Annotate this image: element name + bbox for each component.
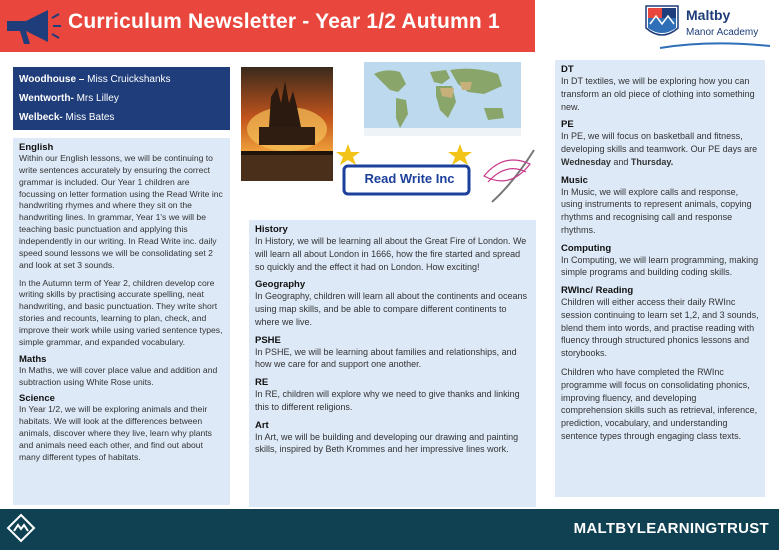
- science-text: In Year 1/2, we will be exploring animals and their habitats. We will look at the differences between animals, discover where they live, learn why plants and animals need each other, and find out about many different types of habitats.: [19, 404, 212, 462]
- history-heading: History: [255, 224, 288, 235]
- pe-day-wednesday: Wednesday: [561, 156, 611, 167]
- left-subjects-panel: [13, 138, 230, 505]
- art-heading: Art: [255, 419, 269, 431]
- music-heading: Music: [561, 174, 588, 186]
- rwinc-heading: RWInc/ Reading: [561, 285, 634, 297]
- pe-heading: PE: [561, 119, 574, 131]
- pe-text: [561, 130, 759, 168]
- dt-heading: DT: [561, 64, 574, 75]
- teacher-list: [13, 67, 230, 130]
- teacher-name: Mrs Lilley: [73, 93, 119, 104]
- world-map-image: [364, 62, 521, 136]
- computing-text: In Computing, we will learn programming, making simple programs and building coding skills.: [561, 254, 759, 278]
- geography-text: In Geography, children will learn all about the continents and oceans using map skills, and be able to compare different continents to where we live.: [255, 291, 528, 327]
- rwinc-text: Children will either access their daily RWInc session continuing to learn set 1,2, and 3 sounds, blend them into words, and practise reading with fluency through structured phonics lessons and storybooks.: [561, 297, 759, 359]
- pshe-text: In PSHE, we will be learning about families and relationships, and how we care for and support one another.: [255, 346, 517, 370]
- science-heading: Science: [19, 393, 55, 405]
- geography-heading: Geography: [255, 279, 306, 291]
- trust-logo-icon: [6, 513, 36, 543]
- great-fire-painting: [241, 67, 333, 181]
- teacher-row: [19, 108, 224, 127]
- teacher-name: Miss Bates: [62, 112, 115, 123]
- music-text: In Music, we will explore calls and response, using instruments to represent animals, copying rhythms and recognising call and response rhythms.: [561, 186, 752, 235]
- rwinc-text-completed: Children who have completed the RWInc programme will focus on consolidating phonics, improving fluency, and developing comprehension skills such as retrieval, inference, prediction, vocabulary, and understanding sentence types through engaging class texts.: [561, 367, 758, 441]
- class-name: Wentworth-: [19, 93, 74, 104]
- english-heading: English: [19, 142, 54, 153]
- class-name: Woodhouse –: [19, 74, 85, 85]
- school-name: Maltby: [686, 7, 731, 23]
- english-text: Within our English lessons, we will be continuing to write sentences accurately by ensuring the correct grammar is included. Our Year 1 children are focussing on letter formation using the Read Write inc handwriting rhymes and where they sit on the handwriting lines. In grammar, Year 1's we will be teaching basic punctuation and applying this independently in our writing. In Read Write inc. daily speed sound lessons we will be consolidating set 2 and look at set 3 sounds.: [19, 153, 223, 270]
- read-write-inc-logo-text: Read Write Inc: [364, 171, 455, 186]
- english-text-year2: In the Autumn term of Year 2, children develop core writing skills by practising accurate spelling, neat handwriting, and basic punctuation. They write short stories and recounts, learning to plan, check, and improve their work while using varied sentence types, simple grammar, and expanded vocabulary.: [19, 277, 223, 347]
- trust-name: MALTBYLEARNINGTRUST: [573, 520, 769, 537]
- computing-heading: Computing: [561, 242, 612, 254]
- dt-text: In DT textiles, we will be exploring how you can transform an old piece of clothing into something new.: [561, 76, 755, 112]
- pe-text-and: and: [610, 156, 631, 167]
- pshe-heading: PSHE: [255, 334, 281, 346]
- art-text: In Art, we will be building and developing our drawing and painting skills, inspired by Beth Krommes and her impressive lines work.: [255, 431, 519, 455]
- pe-day-thursday: Thursday.: [630, 156, 674, 167]
- teacher-row: [19, 70, 224, 89]
- teacher-row: [19, 89, 224, 108]
- middle-subjects-panel: [249, 220, 536, 507]
- school-subtitle: Manor Academy: [686, 27, 759, 38]
- teacher-name: Miss Cruickshanks: [84, 74, 171, 85]
- page-title: Curriculum Newsletter - Year 1/2 Autumn 1: [68, 10, 500, 33]
- re-text: In RE, children will explore why we need to give thanks and linking this to different religions.: [255, 389, 520, 412]
- class-name: Welbeck-: [19, 112, 63, 123]
- maths-text: In Maths, we will cover place value and addition and subtraction using White Rose units.: [19, 364, 218, 387]
- re-heading: RE: [255, 377, 269, 389]
- history-text: In History, we will be learning all about the Great Fire of London. We will learn all about London in 1666, how the fire started and spread so quickly and the effect it had on London. How exciting!: [255, 236, 527, 272]
- right-subjects-panel: [555, 60, 765, 497]
- pe-text-start: In PE, we will focus on basketball and fitness, developing skills and teamwork. Our PE days are: [561, 131, 758, 155]
- megaphone-icon: [4, 4, 62, 48]
- maths-heading: Maths: [19, 353, 47, 365]
